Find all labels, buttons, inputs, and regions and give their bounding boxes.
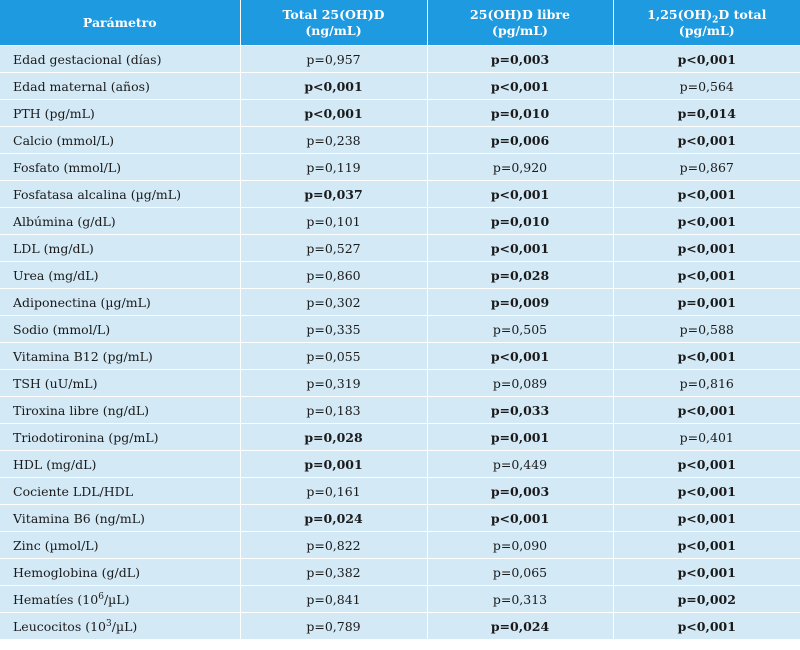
parameter-cell xyxy=(0,397,240,424)
table-row xyxy=(0,505,800,532)
parameter-label: Edad gestacional (días) xyxy=(13,51,162,67)
table-body xyxy=(0,46,800,640)
parameter-label: Cociente LDL/HDL xyxy=(13,483,133,499)
p-value-125ohd-total: p<0,001 xyxy=(613,451,800,478)
parameter-label: Sodio (mmol/L) xyxy=(13,321,111,337)
p-value-125ohd-total: p<0,001 xyxy=(613,343,800,370)
table-row xyxy=(0,586,800,613)
header-25ohd-libre-label: 25(OH)D libre xyxy=(470,6,570,22)
table-row xyxy=(0,235,800,262)
parameter-label: Albúmina (g/dL) xyxy=(13,213,116,229)
header-parametro-label: Parámetro xyxy=(82,14,157,30)
table-row xyxy=(0,208,800,235)
parameter-label: PTH (pg/mL) xyxy=(13,105,95,121)
table-row xyxy=(0,181,800,208)
p-value-125ohd-total: p<0,001 xyxy=(613,478,800,505)
header-125ohd-total-sub: 2 xyxy=(712,15,719,25)
parameter-cell xyxy=(0,424,240,451)
p-value-25ohd-libre: p=0,001 xyxy=(427,424,613,451)
p-value-total-25ohd: p=0,028 xyxy=(240,424,427,451)
table-row xyxy=(0,613,800,640)
table-row xyxy=(0,100,800,127)
parameter-cell xyxy=(0,262,240,289)
p-value-25ohd-libre: p=0,010 xyxy=(427,208,613,235)
parameter-cell xyxy=(0,154,240,181)
parameter-label: Calcio (mmol/L) xyxy=(13,132,115,148)
parameter-cell xyxy=(0,478,240,505)
parameter-cell xyxy=(0,289,240,316)
parameter-label: Hemoglobina (g/dL) xyxy=(13,564,140,580)
p-value-25ohd-libre: p<0,001 xyxy=(427,505,613,532)
p-value-125ohd-total: p<0,001 xyxy=(613,532,800,559)
p-value-total-25ohd: p=0,302 xyxy=(240,289,427,316)
parameter-label: Zinc (µmol/L) xyxy=(13,537,99,553)
table-row xyxy=(0,478,800,505)
p-value-125ohd-total: p<0,001 xyxy=(613,181,800,208)
parameter-label: Hematíes (10 xyxy=(13,591,99,607)
header-125ohd-total xyxy=(613,0,800,46)
p-value-total-25ohd: p=0,822 xyxy=(240,532,427,559)
p-value-total-25ohd: p=0,335 xyxy=(240,316,427,343)
p-value-125ohd-total: p<0,001 xyxy=(613,208,800,235)
p-value-25ohd-libre: p=0,089 xyxy=(427,370,613,397)
p-value-25ohd-libre: p=0,003 xyxy=(427,46,613,73)
table-header xyxy=(0,0,800,46)
parameter-label: Vitamina B6 (ng/mL) xyxy=(13,510,145,526)
p-value-total-25ohd: p=0,319 xyxy=(240,370,427,397)
p-value-25ohd-libre: p=0,449 xyxy=(427,451,613,478)
header-125ohd-total-post: D total xyxy=(718,6,767,22)
parameter-label: Triodotironina (pg/mL) xyxy=(13,429,159,445)
p-value-25ohd-libre: p=0,065 xyxy=(427,559,613,586)
p-value-25ohd-libre: p=0,090 xyxy=(427,532,613,559)
p-value-25ohd-libre: p=0,024 xyxy=(427,613,613,640)
p-value-total-25ohd: p=0,001 xyxy=(240,451,427,478)
table-row xyxy=(0,289,800,316)
p-value-total-25ohd: p=0,860 xyxy=(240,262,427,289)
parameter-cell xyxy=(0,343,240,370)
p-value-total-25ohd: p=0,161 xyxy=(240,478,427,505)
p-value-total-25ohd: p=0,119 xyxy=(240,154,427,181)
parameter-cell xyxy=(0,73,240,100)
p-value-25ohd-libre: p<0,001 xyxy=(427,235,613,262)
p-value-total-25ohd: p=0,789 xyxy=(240,613,427,640)
table-row xyxy=(0,46,800,73)
table-row xyxy=(0,397,800,424)
p-value-125ohd-total: p=0,401 xyxy=(613,424,800,451)
p-value-total-25ohd: p<0,001 xyxy=(240,73,427,100)
parameter-cell xyxy=(0,532,240,559)
p-value-125ohd-total: p=0,001 xyxy=(613,289,800,316)
p-value-25ohd-libre: p<0,001 xyxy=(427,343,613,370)
p-value-125ohd-total: p<0,001 xyxy=(613,505,800,532)
header-total-25ohd-label: Total 25(OH)D xyxy=(282,6,385,22)
p-value-total-25ohd: p=0,055 xyxy=(240,343,427,370)
header-125ohd-total-unit: (pg/mL) xyxy=(678,22,735,38)
table-row xyxy=(0,127,800,154)
table-row xyxy=(0,370,800,397)
table-row xyxy=(0,559,800,586)
p-value-125ohd-total: p=0,816 xyxy=(613,370,800,397)
parameter-label: TSH (uU/mL) xyxy=(13,375,98,391)
p-value-total-25ohd: p<0,001 xyxy=(240,100,427,127)
table-row xyxy=(0,532,800,559)
p-value-125ohd-total: p<0,001 xyxy=(613,262,800,289)
p-value-125ohd-total: p<0,001 xyxy=(613,559,800,586)
p-value-total-25ohd: p=0,527 xyxy=(240,235,427,262)
p-value-total-25ohd: p=0,238 xyxy=(240,127,427,154)
p-value-25ohd-libre: p=0,010 xyxy=(427,100,613,127)
parameter-exponent: 6 xyxy=(98,591,104,602)
header-parametro xyxy=(0,0,240,46)
header-row xyxy=(0,0,800,46)
p-value-125ohd-total: p<0,001 xyxy=(613,397,800,424)
table-row xyxy=(0,451,800,478)
parameter-label: Edad maternal (años) xyxy=(13,78,150,94)
p-value-25ohd-libre: p=0,003 xyxy=(427,478,613,505)
header-total-25ohd xyxy=(240,0,427,46)
p-value-25ohd-libre: p=0,920 xyxy=(427,154,613,181)
header-125ohd-total-pre: 1,25(OH) xyxy=(647,6,713,22)
p-value-125ohd-total: p<0,001 xyxy=(613,46,800,73)
parameter-label: Urea (mg/dL) xyxy=(13,267,99,283)
table-row xyxy=(0,343,800,370)
parameter-cell xyxy=(0,370,240,397)
p-value-25ohd-libre: p=0,006 xyxy=(427,127,613,154)
p-value-125ohd-total: p=0,588 xyxy=(613,316,800,343)
p-value-total-25ohd: p=0,037 xyxy=(240,181,427,208)
header-25ohd-libre xyxy=(427,0,613,46)
p-value-total-25ohd: p=0,024 xyxy=(240,505,427,532)
parameter-exponent: 3 xyxy=(106,618,112,629)
parameter-unit-suffix: /µL) xyxy=(103,591,130,607)
parameter-cell xyxy=(0,235,240,262)
table-row xyxy=(0,262,800,289)
parameter-label: Fosfato (mmol/L) xyxy=(13,159,122,175)
p-value-125ohd-total: p=0,867 xyxy=(613,154,800,181)
parameter-label: Fosfatasa alcalina (µg/mL) xyxy=(13,186,181,202)
parameter-cell xyxy=(0,559,240,586)
p-value-total-25ohd: p=0,957 xyxy=(240,46,427,73)
p-value-25ohd-libre: p=0,028 xyxy=(427,262,613,289)
parameter-label: Leucocitos (10 xyxy=(13,618,106,634)
parameter-cell xyxy=(0,181,240,208)
p-value-25ohd-libre: p=0,009 xyxy=(427,289,613,316)
p-value-25ohd-libre: p=0,313 xyxy=(427,586,613,613)
p-value-125ohd-total: p<0,001 xyxy=(613,235,800,262)
header-total-25ohd-unit: (ng/mL) xyxy=(305,22,362,38)
p-value-total-25ohd: p=0,183 xyxy=(240,397,427,424)
parameter-label: LDL (mg/dL) xyxy=(13,240,94,256)
parameter-label: Tiroxina libre (ng/dL) xyxy=(13,402,150,418)
p-value-25ohd-libre: p<0,001 xyxy=(427,73,613,100)
p-value-125ohd-total: p=0,014 xyxy=(613,100,800,127)
p-value-125ohd-total: p=0,002 xyxy=(613,586,800,613)
p-value-25ohd-libre: p=0,033 xyxy=(427,397,613,424)
parameter-cell xyxy=(0,451,240,478)
p-value-total-25ohd: p=0,382 xyxy=(240,559,427,586)
p-value-125ohd-total: p=0,564 xyxy=(613,73,800,100)
p-value-25ohd-libre: p<0,001 xyxy=(427,181,613,208)
table-row xyxy=(0,424,800,451)
header-25ohd-libre-unit: (pg/mL) xyxy=(492,22,548,38)
parameter-cell xyxy=(0,505,240,532)
table-row xyxy=(0,316,800,343)
table-row xyxy=(0,154,800,181)
parameter-cell xyxy=(0,208,240,235)
parameter-label: HDL (mg/dL) xyxy=(13,456,97,472)
parameter-cell xyxy=(0,100,240,127)
parameter-cell xyxy=(0,613,240,640)
parameter-cell xyxy=(0,127,240,154)
p-value-125ohd-total: p<0,001 xyxy=(613,127,800,154)
table-row xyxy=(0,73,800,100)
parameter-cell xyxy=(0,46,240,73)
parameter-label: Vitamina B12 (pg/mL) xyxy=(13,348,153,364)
p-value-125ohd-total: p<0,001 xyxy=(613,613,800,640)
parameter-cell xyxy=(0,316,240,343)
parameter-unit-suffix: /µL) xyxy=(111,618,138,634)
p-value-total-25ohd: p=0,841 xyxy=(240,586,427,613)
parameter-label: Adiponectina (µg/mL) xyxy=(13,294,151,310)
p-value-25ohd-libre: p=0,505 xyxy=(427,316,613,343)
p-value-total-25ohd: p=0,101 xyxy=(240,208,427,235)
parameter-cell xyxy=(0,586,240,613)
